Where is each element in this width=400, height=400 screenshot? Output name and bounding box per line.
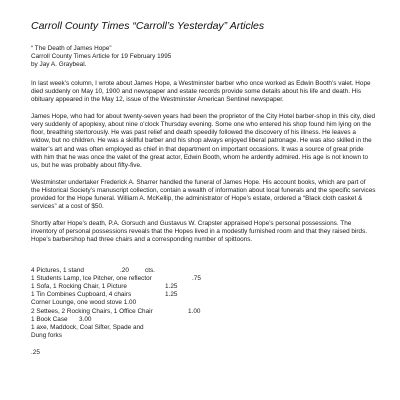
- inventory-row: [31, 291, 376, 299]
- inventory-item: 1 Sofa, 1 Rocking Chair, 1 Picture: [31, 282, 127, 290]
- inventory-price-unit: cts.: [145, 266, 155, 274]
- article-source: Carroll County Times Article for 19 February 1995: [31, 53, 172, 61]
- inventory-item: Dung forks: [31, 332, 62, 340]
- inventory-item: 1 axe, Maddock, Coal Sifter, Spade and: [31, 323, 144, 331]
- inventory-item: Corner Lounge, one wood stove 1.00: [31, 299, 137, 307]
- inventory-continuation: .25: [31, 349, 40, 357]
- inventory-item: 1 Students Lamp, Ice Pitcher, one reflector: [31, 274, 152, 282]
- article-author: by Jay A. Graybeal.: [31, 61, 87, 69]
- inventory-price: 3.00: [79, 315, 92, 323]
- inventory-row: [31, 299, 376, 307]
- inventory-price: .20: [120, 266, 129, 274]
- inventory-row: [31, 275, 376, 283]
- inventory-list: [31, 267, 376, 341]
- page-title: Carroll County Times “Carroll’s Yesterday” Articles: [31, 20, 265, 32]
- inventory-row: [31, 332, 376, 340]
- inventory-row: [31, 308, 376, 316]
- inventory-row: [31, 324, 376, 332]
- paragraph: Shortly after Hope’s death, P.A. Gorsuch and Gustavus W. Crapster appraised Hope’s personal possessions. The inventory of personal possessions reveals that the Hopes lived in a modestly furnished room and that they raised birds. Hope’s barbershop had three chairs and a corresponding number of spittoons.: [31, 219, 368, 244]
- document-page: [31, 20, 376, 358]
- inventory-price: .75: [192, 274, 201, 282]
- article-title: “ The Death of James Hope”: [31, 45, 112, 52]
- paragraph: In last week’s column, I wrote about James Hope, a Westminster barber who once worked as Edwin Booth’s valet. Hope died suddenly on May 10, 1900 and newspaper and estate records provide some details about his life and death. His obituary appeared in the May 12, issue of the Westminster American Sentinel newspaper.: [31, 79, 371, 104]
- paragraph: Westminster undertaker Frederick A. Sharrer handled the funeral of James Hope. His account books, which are part of the Historical Society’s manuscript collection, contain a wealth of information about local funerals and the specific services provided for the Hope funeral. William A. McKellip, the administrator of Hope’s estate, ordered a “Black cloth casket & services” at a cost of $50.: [31, 178, 376, 211]
- article-meta: [31, 45, 376, 70]
- inventory-item: 4 Pictures, 1 stand: [31, 266, 84, 274]
- inventory-price: 1.25: [165, 291, 178, 299]
- inventory-item: 1 Tin Combines Cupboard, 4 chairs: [31, 291, 132, 299]
- inventory-row: [31, 267, 376, 275]
- inventory-item: 2 Settees, 2 Rocking Chairs, 1 Office Chair: [31, 307, 153, 315]
- inventory-price: 1.00: [188, 307, 201, 315]
- inventory-row: [31, 316, 376, 324]
- inventory-item: 1 Book Case: [31, 315, 68, 323]
- inventory-row: [31, 283, 376, 291]
- paragraph: James Hope, who had for about twenty-seven years had been the proprietor of the City Hotel barber-shop in this city, died very suddenly of apoplexy, about nine o’clock Thursday evening. Some one who entered his shop found him lying on the floor, breathing stertorously. He was past relief and death speedily followed the discovery of his illness. He leaves a widow, but no children. He was a skillful barber and his shop always enjoyed liberal patronage. He was also skilled in the waiter’s art and was often employed as chief in that department on important occasions. It was a source of great pride with him that he was once the valet of the great actor, Edwin Booth, whom he ardently admired. His age is not known to us, but he was probably about fifty-five.: [31, 112, 376, 169]
- inventory-price: 1.25: [165, 282, 178, 290]
